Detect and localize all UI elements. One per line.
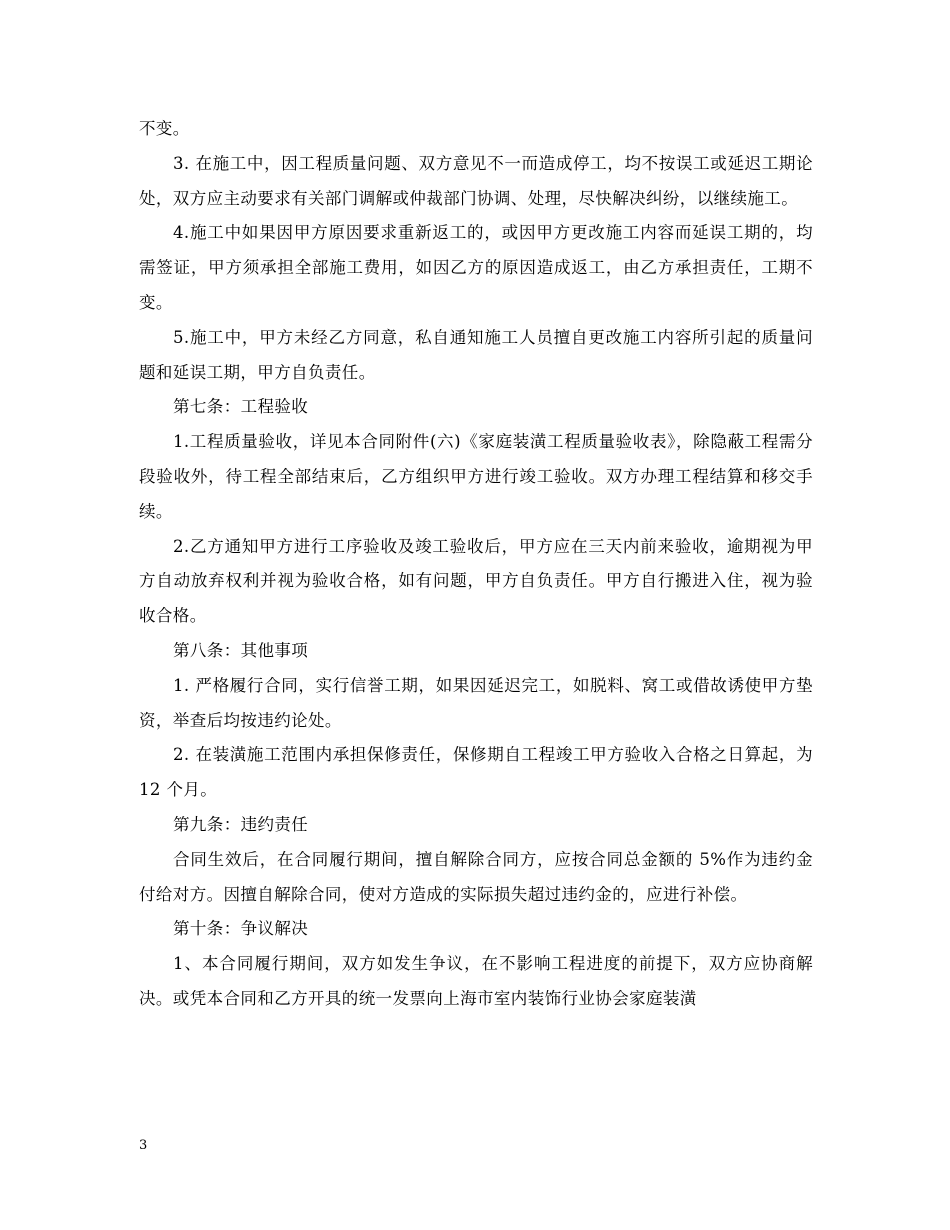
paragraph-clause-9-body: 合同生效后，在合同履行期间，擅自解除合同方，应按合同总金额的 5%作为违约金付给对方。因擅自解除合同，使对方造成的实际损失超过违约金的，应进行补偿。	[139, 849, 813, 904]
paragraph-clause-10-item-1: 1、本合同履行期间，双方如发生争议，在不影响工程进度的前提下，双方应协商解决。或凭本合同和乙方开具的统一发票向上海市室内装饰行业协会家庭装潢	[139, 954, 813, 1008]
paragraph-clause-7-item-1: 1.工程质量验收，详见本合同附件(六)《家庭装潢工程质量验收表》，除隐蔽工程需分段验收外，待工程全部结束后，乙方组织甲方进行竣工验收。双方办理工程结算和移交手续。	[139, 432, 813, 521]
paragraph-clause-8-item-2: 2. 在装潢施工范围内承担保修责任，保修期自工程竣工甲方验收入合格之日算起，为 12 个月。	[139, 745, 813, 800]
paragraph-clause-6-item-3: 3. 在施工中，因工程质量问题、双方意见不一而造成停工，均不按误工或延迟工期论处，双方应主动要求有关部门调解或仲裁部门协调、处理，尽快解决纠纷，以继续施工。	[139, 153, 813, 208]
paragraph-continuation: 不变。	[139, 119, 190, 138]
heading-clause-10: 第十条：争议解决	[173, 919, 309, 939]
heading-clause-9: 第九条：违约责任	[173, 814, 309, 834]
heading-clause-8: 第八条：其他事项	[173, 640, 309, 660]
page-number: 3	[139, 1138, 148, 1153]
paragraph-clause-7-item-2: 2.乙方通知甲方进行工序验收及竣工验收后，甲方应在三天内前来验收，逾期视为甲方自动放弃权利并视为验收合格，如有问题，甲方自负责任。甲方自行搬进入住，视为验收合格。	[139, 536, 813, 626]
heading-clause-7: 第七条：工程验收	[173, 397, 309, 417]
paragraph-clause-6-item-4: 4.施工中如果因甲方原因要求重新返工的，或因甲方更改施工内容而延误工期的，均需签证，甲方须承担全部施工费用，如因乙方的原因造成返工，由乙方承担责任，工期不变。	[139, 223, 813, 312]
document-body	[139, 112, 813, 1017]
paragraph-clause-6-item-5: 5.施工中，甲方未经乙方同意，私自通知施工人员擅自更改施工内容所引起的质量问题和延误工期，甲方自负责任。	[139, 327, 813, 382]
paragraph-clause-8-item-1: 1. 严格履行合同，实行信誉工期，如果因延迟完工，如脱料、窝工或借故诱使甲方垫资，举查后均按违约论处。	[139, 675, 813, 730]
